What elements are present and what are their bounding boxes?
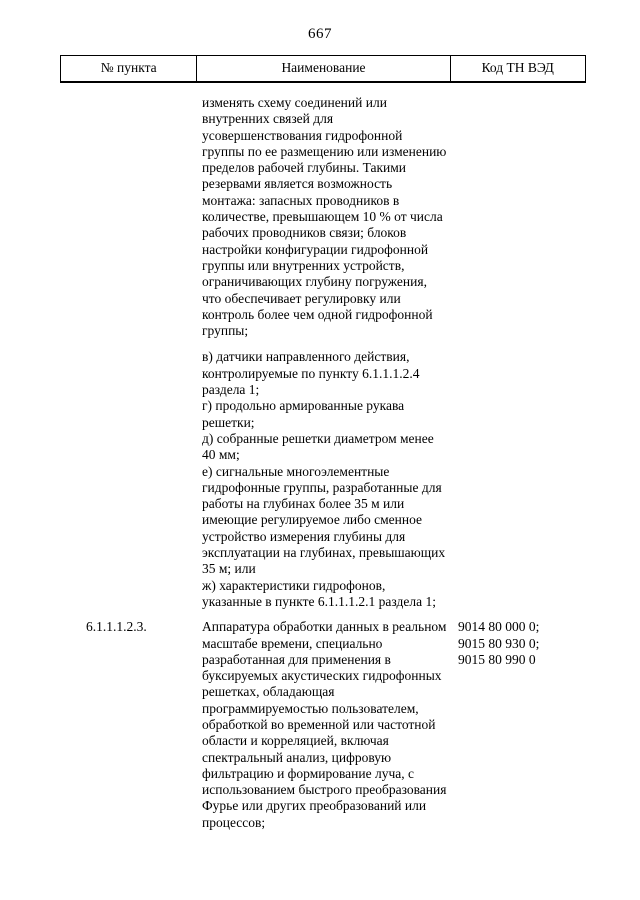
- code-line: 9015 80 990 0: [458, 651, 536, 667]
- name-cell: [196, 619, 450, 831]
- table-row-continuation: [60, 83, 586, 610]
- header-name: Наименование: [196, 56, 449, 81]
- item-number-cell: [60, 95, 196, 610]
- document-table: [60, 55, 586, 831]
- paragraph-main: изменять схему соединений или внутренних связей для усовершенствования гидрофонной группы по ее размещению или изменению пределов рабочей глубины. Такими резервами является возможность монтажа: запасных проводников в количестве, превышающем 10 % от числа рабочих проводников связи; блоков настройки конфигурации гидрофонной группы или внутренних устройств, ограничивающих глубину погружения, что обеспечивает регулировку или контроль более чем одной гидрофонной группы;: [202, 95, 447, 339]
- table-header-row: [60, 55, 586, 83]
- code-cell: [450, 619, 586, 831]
- paragraph-item-zh: ж) характеристики гидрофонов, указанные в пункте 6.1.1.1.2.1 раздела 1;: [202, 577, 436, 609]
- header-code: Код ТН ВЭД: [450, 56, 585, 81]
- name-cell: [196, 95, 450, 610]
- paragraph-item-d: д) собранные решетки диаметром менее 40 мм;: [202, 430, 434, 463]
- code-cell: [450, 95, 586, 610]
- code-line: 9014 80 000 0;: [458, 619, 540, 635]
- table-row-6-1-1-1-2-3: [60, 610, 586, 831]
- table-body: [60, 83, 586, 831]
- paragraph-item-e: е) сигнальные многоэлементные гидрофонные группы, разработанные для работы на глубинах более 35 м или имеющие регулируемое либо сменное устройство измерения глубины для эксплуатации на глубинах, превышающих 35 м; или: [202, 463, 446, 577]
- paragraph-item-g: г) продольно армированные рукава решетки;: [202, 398, 405, 430]
- paragraph-item-v: в) датчики направленного действия, контролируемые по пункту 6.1.1.1.2.4 раздела 1;: [202, 349, 420, 398]
- paragraph-main: Аппаратура обработки данных в реальном масштабе времени, специально разработанная для применения в буксируемых акустических гидрофонных решетках, обладающая программируемостью пользователем, обработкой во временной или частотной области и корреляцией, включая спектральный анализ, цифровую фильтрацию и формирование луча, с использованием быстрого преобразования Фурье или других преобразований или процессов;: [202, 619, 447, 830]
- code-line: 9015 80 930 0;: [458, 635, 540, 651]
- header-item-number: № пункта: [100, 60, 157, 75]
- page-number: 667: [308, 26, 332, 42]
- item-number-cell: 6.1.1.1.2.3.: [86, 619, 147, 635]
